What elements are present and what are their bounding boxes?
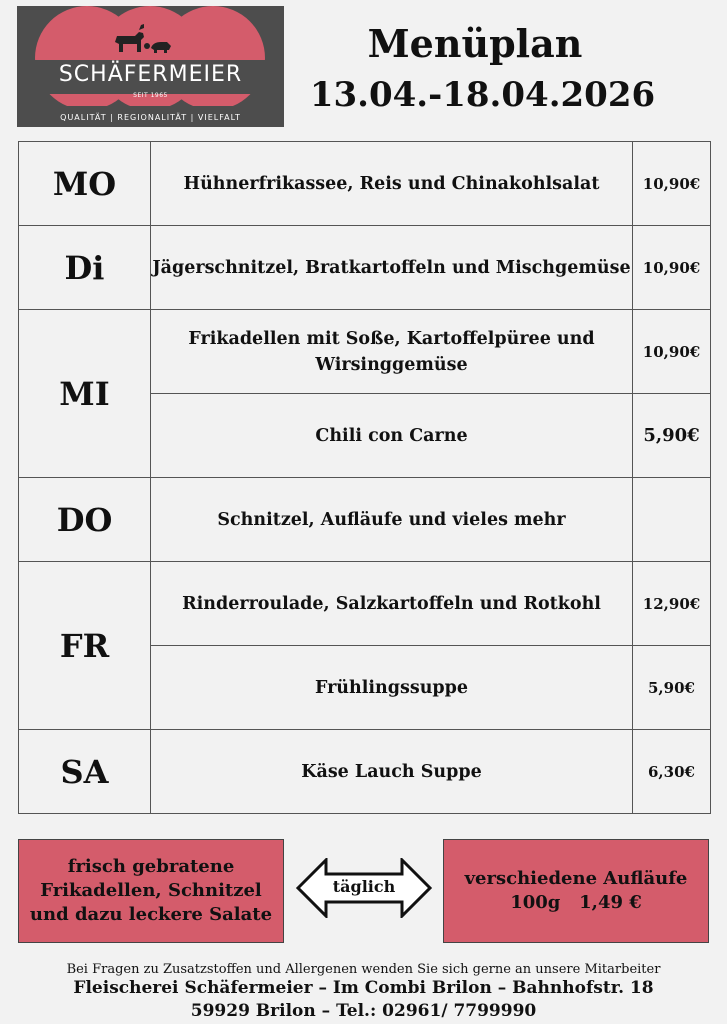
dish-name: Käse Lauch Suppe <box>151 730 633 814</box>
dish-name: Jägerschnitzel, Bratkartoffeln und Mischgemüse <box>151 226 633 310</box>
day-label: SA <box>19 730 151 814</box>
daily-offer-text: frisch gebratene Frikadellen, Schnitzel und dazu leckere Salate <box>29 856 273 925</box>
logo-since: SEIT 1965 <box>133 92 168 99</box>
dish-price: 10,90€ <box>633 226 711 310</box>
day-label: DO <box>19 478 151 562</box>
table-row <box>19 310 711 394</box>
dish-price: 5,90€ <box>633 646 711 730</box>
dish-name: Frikadellen mit Soße, Kartoffelpüree und Wirsinggemüse <box>151 310 633 394</box>
dish-name: Hühnerfrikassee, Reis und Chinakohlsalat <box>151 142 633 226</box>
table-row <box>19 478 711 562</box>
dish-name: Frühlingssuppe <box>151 646 633 730</box>
dish-price: 6,30€ <box>633 730 711 814</box>
footer-contact: 59929 Brilon – Tel.: 02961/ 7799990 <box>190 1001 537 1021</box>
dish-price: 10,90€ <box>633 142 711 226</box>
dish-name: Chili con Carne <box>151 394 633 478</box>
table-row <box>19 562 711 646</box>
table-row <box>19 226 711 310</box>
logo-tagline: QUALITÄT | REGIONALITÄT | VIELFALT <box>60 113 241 122</box>
logo-brand: SCHÄFERMEIER <box>58 62 243 87</box>
dish-name: Rinderroulade, Salzkartoffeln und Rotkohl <box>151 562 633 646</box>
dish-price: 12,90€ <box>633 562 711 646</box>
daily-label: täglich <box>332 877 396 896</box>
menu-table <box>18 141 711 814</box>
page-title: Menüplan <box>367 21 583 66</box>
day-label: MI <box>19 310 151 478</box>
casserole-offer-title: verschiedene Aufläufe <box>464 868 688 889</box>
daily-offer-box <box>18 839 284 943</box>
day-label: Di <box>19 226 151 310</box>
dish-name: Schnitzel, Aufläufe und vieles mehr <box>151 478 633 562</box>
casserole-offer-price: 100g 1,49 € <box>510 892 642 913</box>
dish-price: 10,90€ <box>633 310 711 394</box>
day-label: FR <box>19 562 151 730</box>
dish-price: 5,90€ <box>633 394 711 478</box>
allergen-note: Bei Fragen zu Zusatzstoffen und Allergenen wenden Sie sich gerne an unsere Mitarbeiter <box>66 962 661 977</box>
table-row <box>19 730 711 814</box>
table-row <box>19 142 711 226</box>
dish-price <box>633 478 711 562</box>
day-label: MO <box>19 142 151 226</box>
casserole-offer-box <box>443 839 709 943</box>
date-range: 13.04.-18.04.2026 <box>309 75 656 115</box>
footer-address: Fleischerei Schäfermeier – Im Combi Brilon – Bahnhofstr. 18 <box>73 978 654 998</box>
company-logo <box>17 6 284 127</box>
